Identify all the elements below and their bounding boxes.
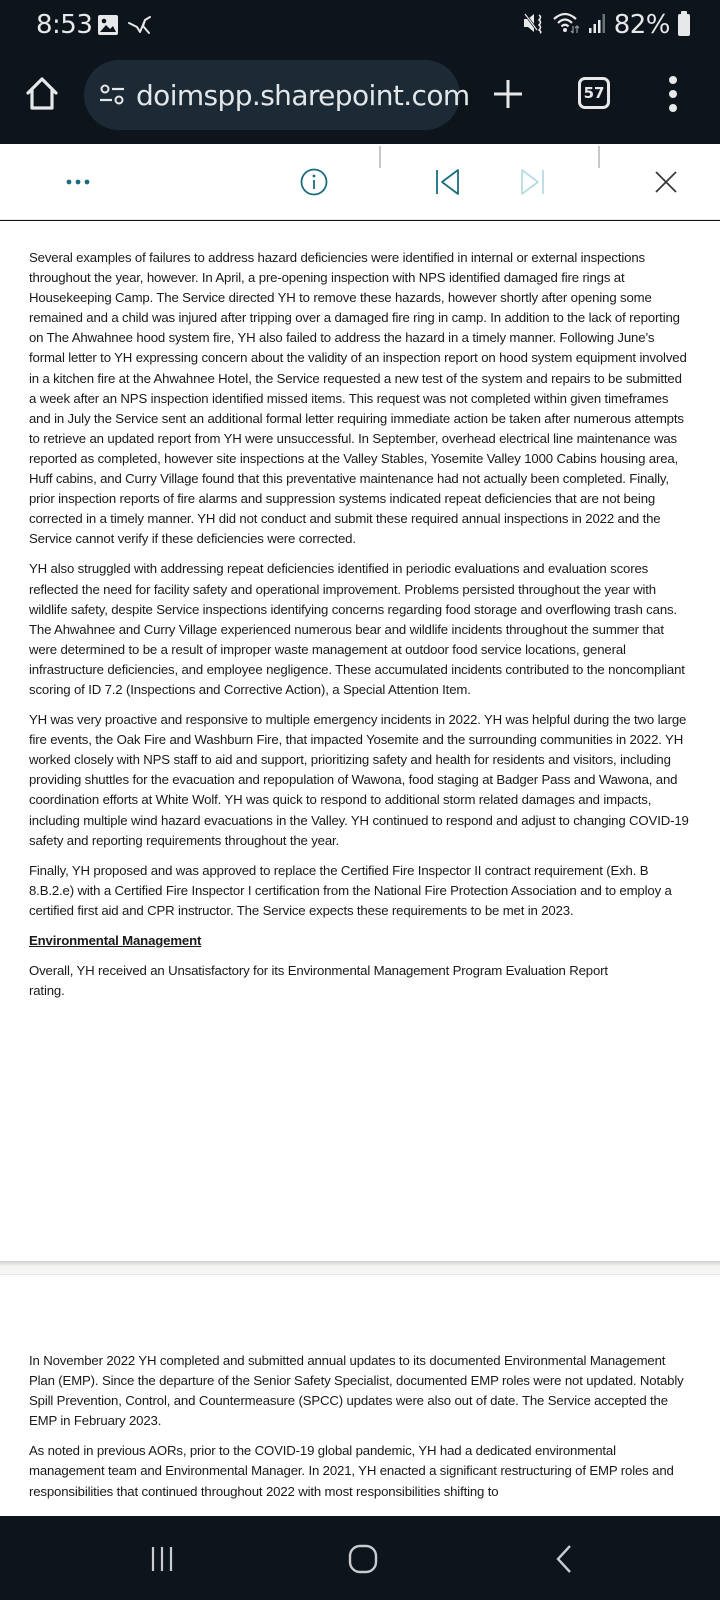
home-circle-icon	[347, 1543, 379, 1575]
paragraph: Overall, YH received an Unsatisfactory for its Environmental Management Program Evaluation Report rating.	[29, 963, 608, 999]
paragraph: YH was very proactive and responsive to multiple emergency incidents in 2022. YH was helpful during the two large fire events, the Oak Fire and Washburn Fire, that impacted Yosemite and the surrounding communities in 2022. YH worked closely with NPS staff to aid and support, prioritizing safety and health for residents and visitors, including providing shuttles for the evacuation and repopulation of Wawona, food staging at Badger Pass and Wawona, and coordination efforts at White Wolf. YH was quick to respond to additional storm related damages and impacts, including multiple wind hazard evacuations in the Valley. YH continued to respond and adjust to changing COVID-19 safety and reporting requirements throughout the year.	[29, 712, 689, 848]
mute-vibrate-icon	[522, 11, 546, 40]
browser-toolbar	[0, 52, 720, 144]
paragraph: Several examples of failures to address hazard deficiencies were identified in internal or external inspections throughout the year, however. In April, a pre-opening inspection with NPS identified damaged fire rings at Housekeeping Camp. The Service directed YH to remove these hazards, however shortly after opening some remained and a child was injured after tripping over a damaged fire ring in camp. In addition to the lack of reporting on The Ahwahnee hood system fire, YH also failed to address the hazard in a timely manner. Following June’s formal letter to YH expressing concern about the validity of an inspection report on hood system equipment involved in a kitchen fire at the Ahwahnee Hotel, the Service requested a new test of the system and repairs to be submitted a week after an NPS inspection identified missed items. This request was not completed within given timeframes and in July the Service sent an additional formal letter requiring immediate action be taken after numerous attempts to retrieve an updated report from YH were unsuccessful. In September, overhead electrical line maintenance was reported as completed, however site inspections at the Valley Stables, Yosemite Valley 1000 Cabins housing area, Huff cabins, and Curry Village found that this preventative maintenance had not actually been completed. Finally, prior inspection reports of fire alarms and suppression systems indicated repeat deficiencies that are not being corrected in a timely manner. YH did not conduct and submit these required annual inspections in 2022 and the Service cannot verify if these deficiencies were corrected.	[29, 250, 687, 547]
system-indicators	[522, 10, 690, 40]
menu-dot-icon	[669, 104, 677, 112]
previous-button[interactable]	[428, 162, 468, 202]
system-navigation-bar	[0, 1516, 720, 1600]
menu-dot-icon	[669, 90, 677, 98]
page-1-text	[29, 248, 689, 1011]
next-button-disabled[interactable]	[512, 162, 552, 202]
wifi-icon	[552, 11, 582, 40]
document-viewer-toolbar	[0, 144, 720, 220]
paragraph: In November 2022 YH completed and submitted annual updates to its documented Environmental Management Plan (EMP). Since the departure of the Senior Safety Specialist, documented EMP roles were not updated. Notably Spill Prevention, Control, and Countermeasure (SPCC) updates were also out of date. The Service accepted the EMP in February 2023.	[29, 1353, 684, 1429]
skip-previous-icon	[433, 167, 463, 197]
home-button[interactable]	[22, 74, 62, 114]
paragraph: YH also struggled with addressing repeat deficiencies identified in periodic evaluations and evaluation scores reflected the need for facility safety and operational improvement. Problems persisted throughout the year with wildlife safety, despite Service inspections identifying concerns regarding food storage and overflowing trash cans. The Ahwahnee and Curry Village experienced numerous bear and wildlife incidents throughout the summer that were determined to be a result of improper waste management at outdoor food service locations, general infrastructure deficiencies, and employee negligence. These accumulated incidents contributed to the noncompliant scoring of ID 7.2 (Inspections and Corrective Action), a Special Attention Item.	[29, 561, 685, 697]
skip-next-icon	[517, 167, 547, 197]
document-page-1	[0, 221, 720, 1261]
more-options-button[interactable]	[58, 162, 98, 202]
new-tab-button[interactable]	[488, 74, 528, 114]
close-button[interactable]	[646, 162, 686, 202]
clock: 8:53	[36, 10, 93, 40]
notification-icons	[97, 14, 153, 41]
info-button[interactable]	[294, 162, 334, 202]
status-bar	[0, 0, 720, 52]
home-icon	[22, 74, 62, 114]
page-2-text	[29, 1351, 689, 1512]
paragraph: As noted in previous AORs, prior to the COVID-19 global pandemic, YH had a dedicated environmental management team and Environmental Manager. In 2021, YH enacted a significant restructuring of EMP roles and responsibilities that continued throughout 2022 with most responsibilities shifting to	[29, 1443, 674, 1499]
document-page-2	[0, 1276, 720, 1516]
site-settings-icon[interactable]	[98, 81, 126, 109]
page-separator	[0, 1261, 720, 1275]
gallery-notification-icon	[97, 14, 119, 41]
recent-apps-icon	[147, 1544, 177, 1574]
tab-switcher-button[interactable]: 57	[578, 77, 610, 109]
document-viewer[interactable]	[0, 221, 720, 1516]
more-horizontal-icon	[63, 177, 93, 187]
home-nav-button[interactable]	[338, 1534, 388, 1584]
back-chevron-icon	[550, 1544, 580, 1574]
back-button[interactable]	[540, 1534, 590, 1584]
browser-menu-button[interactable]	[666, 76, 680, 112]
info-icon	[299, 167, 329, 197]
plus-icon	[488, 74, 528, 114]
close-icon	[653, 169, 679, 195]
battery-icon	[678, 14, 690, 36]
toolbar-divider	[379, 146, 381, 168]
address-bar[interactable]	[84, 60, 470, 130]
toolbar-divider	[598, 146, 600, 168]
url-text[interactable]: doimspp.sharepoint.com	[136, 78, 470, 112]
menu-dot-icon	[669, 76, 677, 84]
paragraph: Finally, YH proposed and was approved to replace the Certified Fire Inspector II contract requirement (Exh. B 8.B.2.e) with a Certified Fire Inspector I certification from the National Fire Protection Association and to employ a certified first aid and CPR instructor. The Service expects these requirements to be met in 2023.	[29, 862, 672, 918]
app-notification-icon	[127, 14, 153, 41]
signal-icon	[588, 12, 608, 39]
battery-percent: 82%	[613, 10, 670, 40]
recent-apps-button[interactable]	[137, 1534, 187, 1584]
section-heading: Environmental Management	[29, 933, 202, 948]
